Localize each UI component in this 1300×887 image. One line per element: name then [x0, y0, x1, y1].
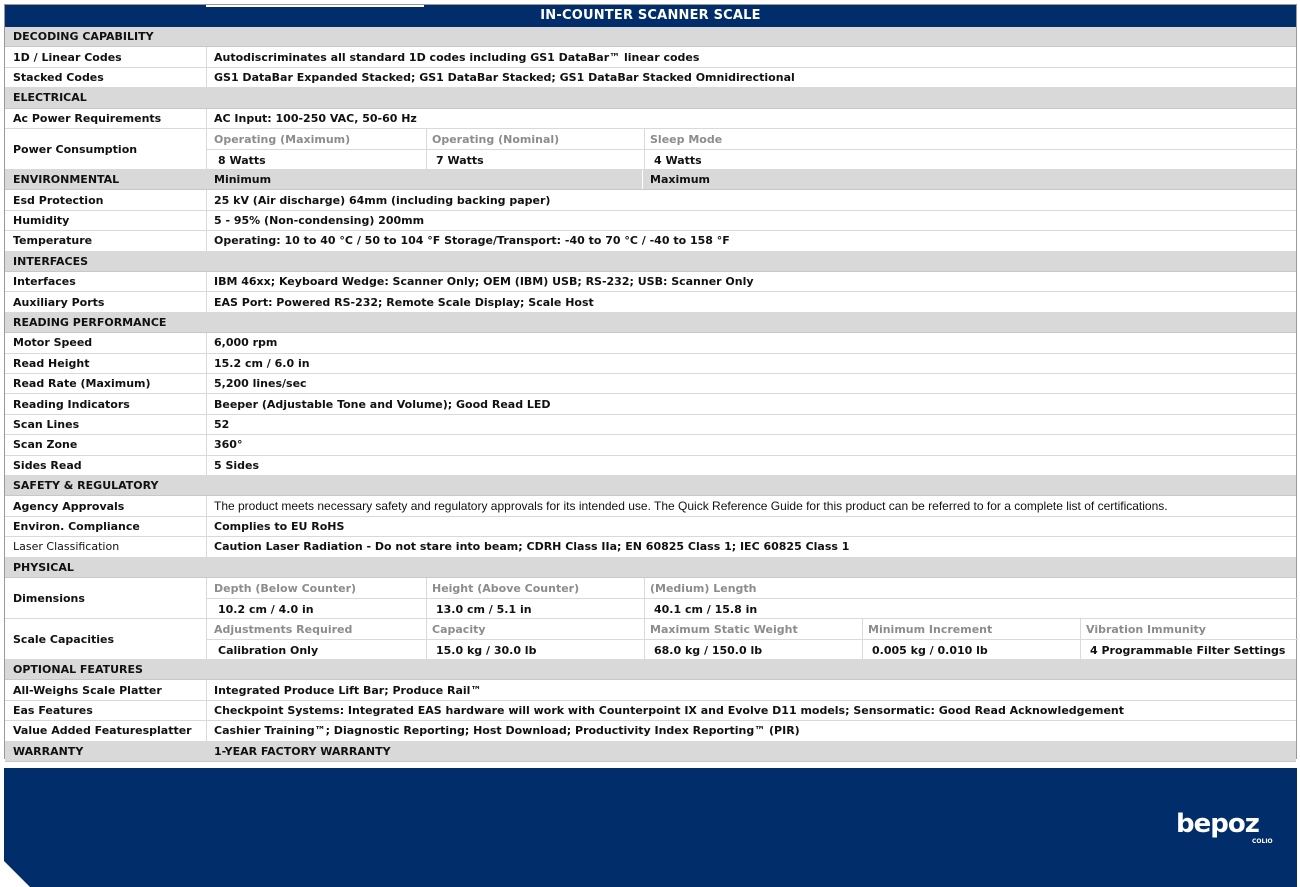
row-label: Temperature [13, 234, 93, 248]
column-divider [206, 47, 207, 66]
grid-header: Height (Above Counter) [432, 581, 580, 595]
grid-column-divider [1080, 619, 1081, 660]
row-label: Esd Protection [13, 193, 104, 207]
row-value: 52 [214, 417, 230, 431]
row-value: 5 Sides [214, 458, 260, 472]
table-row [5, 456, 1296, 476]
column-divider [206, 190, 207, 209]
table-row [5, 68, 1296, 88]
grid-value: Calibration Only [218, 643, 319, 657]
row-label: Humidity [13, 213, 70, 227]
column-divider [206, 415, 207, 434]
section-row [5, 252, 1296, 272]
grid-value: 15.0 kg / 30.0 lb [436, 643, 537, 657]
row-value: Beeper (Adjustable Tone and Volume); Good Read LED [214, 397, 551, 411]
grid-value: 4 Watts [654, 153, 702, 167]
table-row [5, 394, 1296, 414]
row-label: Scale Capacities [13, 632, 115, 646]
column-divider [206, 435, 207, 454]
column-divider [206, 496, 207, 515]
row-value: Cashier Training™; Diagnostic Reporting; Host Download; Productivity Index Reporting™ (PIR) [214, 724, 800, 738]
grid-column-divider [426, 578, 427, 619]
column-divider [206, 701, 207, 720]
section-title: PHYSICAL [13, 560, 74, 574]
row-label: Dimensions [13, 591, 85, 605]
table-row [5, 578, 1296, 619]
table-row [5, 190, 1296, 210]
grid-value: 4 Programmable Filter Settings [1090, 643, 1286, 657]
column-divider [206, 721, 207, 740]
table-row [5, 517, 1296, 537]
table-row [5, 211, 1296, 231]
row-label: Value Added Featuresplatter [13, 724, 192, 738]
table-row [5, 619, 1296, 660]
footer-banner [4, 768, 1297, 887]
column-divider [206, 456, 207, 475]
row-label: Auxiliary Ports [13, 295, 105, 309]
grid-column-divider [426, 129, 427, 170]
table-row [5, 272, 1296, 292]
section-title: SAFETY & REGULATORY [13, 479, 159, 493]
column-divider [206, 211, 207, 230]
table-row [5, 129, 1296, 170]
row-label: Sides Read [13, 458, 82, 472]
row-label: Eas Features [13, 703, 93, 717]
row-value: EAS Port: Powered RS-232; Remote Scale Display; Scale Host [214, 295, 594, 309]
grid-header: Minimum Increment [868, 622, 993, 636]
row-label: 1D / Linear Codes [13, 50, 122, 64]
row-label: All-Weighs Scale Platter [13, 683, 162, 697]
column-divider [206, 354, 207, 373]
table-row [5, 333, 1296, 353]
grid-value: 8 Watts [218, 153, 266, 167]
section-title: DECODING CAPABILITY [13, 30, 154, 44]
row-label: Read Height [13, 356, 90, 370]
row-value: The product meets necessary safety and regulatory approvals for its intended use. The Quick Reference Guide for this product can be referred to for a complete list of certifications. [214, 499, 1168, 514]
row-value: Autodiscriminates all standard 1D codes including GS1 DataBar™ linear codes [214, 50, 700, 64]
table-row [5, 496, 1296, 516]
section-row [5, 88, 1296, 108]
row-value: GS1 DataBar Expanded Stacked; GS1 DataBar Stacked; GS1 DataBar Stacked Omnidirectional [214, 70, 795, 84]
row-value: Checkpoint Systems: Integrated EAS hardware will work with Counterpoint IX and Evolve D11 models; Sensormatic: Good Read Acknowledgement [214, 703, 1124, 717]
column-divider [206, 109, 207, 128]
row-value: IBM 46xx; Keyboard Wedge: Scanner Only; OEM (IBM) USB; RS-232; USB: Scanner Only [214, 275, 754, 289]
grid-column-divider [862, 619, 863, 660]
grid-value: 0.005 kg / 0.010 lb [872, 643, 988, 657]
row-label: Interfaces [13, 275, 76, 289]
table-row [5, 292, 1296, 312]
grid-value: 68.0 kg / 150.0 lb [654, 643, 763, 657]
row-value: Complies to EU RoHS [214, 519, 345, 533]
row-value: 6,000 rpm [214, 336, 278, 350]
section-row [5, 313, 1296, 333]
column-divider [206, 272, 207, 291]
row-label: Laser Classification [13, 540, 120, 554]
row-label: Agency Approvals [13, 499, 125, 513]
table-row [5, 374, 1296, 394]
column-divider [206, 333, 207, 352]
row-label: Scan Lines [13, 417, 80, 431]
spec-table [4, 4, 1297, 759]
grid-column-divider [644, 129, 645, 170]
table-row [5, 47, 1296, 67]
row-value: 15.2 cm / 6.0 in [214, 356, 310, 370]
row-label: Read Rate (Maximum) [13, 377, 151, 391]
column-divider [206, 517, 207, 536]
column-divider [206, 68, 207, 87]
row-label: Environ. Compliance [13, 519, 140, 533]
grid-value: 10.2 cm / 4.0 in [218, 602, 314, 616]
column-divider [206, 680, 207, 699]
section-column-label: Maximum [650, 173, 710, 187]
grid-header: (Medium) Length [650, 581, 757, 595]
table-row [5, 231, 1296, 251]
grid-header: Operating (Maximum) [214, 132, 351, 146]
grid-header: Operating (Nominal) [432, 132, 560, 146]
section-column-label: Minimum [214, 173, 272, 187]
row-label: Scan Zone [13, 438, 78, 452]
footer-corner-cut [4, 861, 30, 887]
table-row [5, 537, 1296, 557]
column-divider [642, 170, 643, 189]
grid-header: Depth (Below Counter) [214, 581, 357, 595]
section-title: OPTIONAL FEATURES [13, 663, 143, 677]
table-row [5, 701, 1296, 721]
row-value: Operating: 10 to 40 °C / 50 to 104 °F Storage/Transport: -40 to 70 °C / -40 to 158 °F [214, 234, 730, 248]
grid-header: Vibration Immunity [1086, 622, 1206, 636]
grid-header: Capacity [432, 622, 486, 636]
section-title: INTERFACES [13, 254, 89, 268]
grid-column-divider [644, 578, 645, 619]
grid-value: 40.1 cm / 15.8 in [654, 602, 758, 616]
row-label: Stacked Codes [13, 70, 104, 84]
column-divider [206, 394, 207, 413]
column-divider [206, 231, 207, 250]
row-label: Ac Power Requirements [13, 111, 162, 125]
row-label: Motor Speed [13, 336, 93, 350]
section-title: ENVIRONMENTAL [13, 173, 120, 187]
section-row [5, 660, 1296, 680]
grid-value: 7 Watts [436, 153, 484, 167]
row-value: 25 kV (Air discharge) 64mm (including backing paper) [214, 193, 551, 207]
row-value: Caution Laser Radiation - Do not stare into beam; CDRH Class IIa; EN 60825 Class 1; IEC 60825 Class 1 [214, 540, 850, 554]
section-row [5, 558, 1296, 578]
section-row [5, 27, 1296, 47]
column-divider [206, 292, 207, 311]
bepoz-logo [1174, 802, 1274, 852]
section-title: READING PERFORMANCE [13, 315, 167, 329]
grid-column-divider [426, 619, 427, 660]
table-row [5, 109, 1296, 129]
table-row [5, 435, 1296, 455]
table-title: IN-COUNTER SCANNER SCALE [5, 5, 1296, 27]
title-accent-line [206, 5, 424, 7]
table-row [5, 721, 1296, 741]
section-row [5, 170, 1296, 190]
grid-header: Maximum Static Weight [650, 622, 798, 636]
row-value: 360° [214, 438, 243, 452]
row-value: Integrated Produce Lift Bar; Produce Rail™ [214, 683, 482, 697]
section-title: WARRANTY [13, 744, 84, 758]
grid-header: Sleep Mode [650, 132, 723, 146]
section-title: ELECTRICAL [13, 91, 87, 105]
row-value: 5 - 95% (Non-condensing) 200mm [214, 213, 425, 227]
row-label: Reading Indicators [13, 397, 130, 411]
row-label: Power Consumption [13, 142, 138, 156]
row-value: AC Input: 100-250 VAC, 50-60 Hz [214, 111, 417, 125]
logo-text: bepoz [1176, 809, 1259, 839]
logo-subtext: COLIO [1252, 838, 1273, 845]
table-row [5, 354, 1296, 374]
table-row [5, 680, 1296, 700]
column-divider [206, 537, 207, 556]
column-divider [206, 374, 207, 393]
section-row [5, 742, 1296, 762]
grid-header: Adjustments Required [214, 622, 353, 636]
grid-column-divider [644, 619, 645, 660]
row-value: 5,200 lines/sec [214, 377, 307, 391]
section-row [5, 476, 1296, 496]
row-value: 1-YEAR FACTORY WARRANTY [214, 744, 391, 758]
grid-value: 13.0 cm / 5.1 in [436, 602, 532, 616]
table-row [5, 415, 1296, 435]
